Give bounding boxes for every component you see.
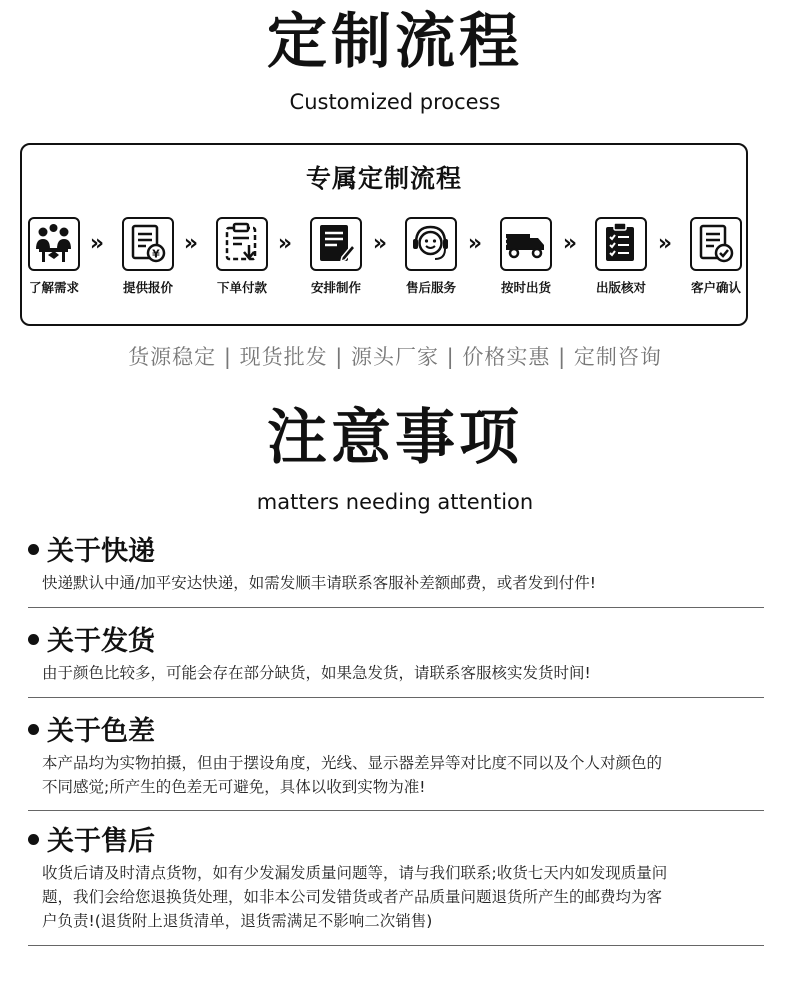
process-step-proof-check (583, 217, 663, 307)
process-arrow-icon: » (277, 231, 293, 256)
headset-support-icon (405, 217, 457, 271)
page-subtitle: Customized process (289, 90, 501, 114)
section-body (42, 751, 772, 799)
section-heading: 关于售后 (28, 825, 155, 859)
process-step-label: 按时出货 (500, 280, 551, 295)
section-body (42, 861, 772, 933)
process-steps (22, 217, 746, 307)
process-arrow-icon: » (183, 231, 199, 256)
process-step-ship-on-time (488, 217, 568, 307)
page-title: 定制流程 (267, 7, 523, 77)
section-divider (28, 810, 764, 811)
section-body (42, 571, 772, 595)
section-text-line: 户负责!(退货附上退货清单，退货需满足不影响二次销售) (42, 912, 433, 930)
process-arrow-icon: » (89, 231, 105, 256)
process-step-understand-needs (16, 217, 96, 307)
section-text-line: 不同感觉;所产生的色差无可避免，具体以收到实物为准! (42, 778, 426, 796)
process-step-label: 提供报价 (122, 280, 173, 295)
section-heading: 关于快递 (28, 535, 155, 569)
process-step-label: 客户确认 (690, 280, 741, 295)
bullet-icon (28, 544, 39, 555)
process-step-after-sales (393, 217, 473, 307)
section-text-line: 收货后请及时清点货物，如有少发漏发质量问题等，请与我们联系;收货七天内如发现质量问 (42, 864, 668, 882)
process-step-label: 了解需求 (28, 280, 79, 295)
process-arrow-icon: » (467, 231, 483, 256)
process-step-order-pay (204, 217, 284, 307)
svg-text:¥: ¥ (152, 247, 160, 261)
section-text-line: 本产品均为实物拍摄，但由于摆设角度，光线、显示器差异等对比度不同以及个人对颜色的 (42, 754, 663, 772)
section-body (42, 661, 772, 685)
section-heading: 关于色差 (28, 715, 155, 749)
order-clipboard-icon (216, 217, 268, 271)
process-step-label: 售后服务 (405, 280, 456, 295)
section-heading: 关于发货 (28, 625, 155, 659)
process-arrow-icon: » (372, 231, 388, 256)
delivery-truck-icon (500, 217, 552, 271)
process-arrow-icon: » (562, 231, 578, 256)
process-step-label: 出版核对 (595, 280, 646, 295)
section-divider (28, 697, 764, 698)
confirm-document-icon (690, 217, 742, 271)
process-step-quote (110, 217, 190, 307)
section-text-line: 由于颜色比较多，可能会存在部分缺货，如果急发货，请联系客服核实发货时间! (42, 664, 591, 682)
checklist-clipboard-icon (595, 217, 647, 271)
process-step-label: 安排制作 (310, 280, 361, 295)
bullet-icon (28, 634, 39, 645)
meeting-icon (28, 217, 80, 271)
section-text-line: 题，我们会给您退换货处理，如非本公司发错货或者产品质量问题退货所产生的邮费均为客 (42, 888, 663, 906)
tagline: 货源稳定 | 现货批发 | 源头厂家 | 价格实惠 | 定制咨询 (128, 345, 662, 369)
process-step-label: 下单付款 (216, 280, 267, 295)
section-text-line: 快递默认中通/加平安达快递，如需发顺丰请联系客服补差额邮费，或者发到付件! (42, 574, 596, 592)
process-step-customer-confirm (678, 217, 758, 307)
bullet-icon (28, 724, 39, 735)
section-divider (28, 945, 764, 946)
bullet-icon (28, 834, 39, 845)
notes-title: 注意事项 (267, 403, 523, 473)
custom-process-panel (20, 143, 748, 326)
process-title: 专属定制流程 (305, 164, 462, 193)
process-step-production (298, 217, 378, 307)
production-document-icon (310, 217, 362, 271)
process-arrow-icon: » (657, 231, 673, 256)
quote-document-icon (122, 217, 174, 271)
section-divider (28, 607, 764, 608)
notes-subtitle: matters needing attention (256, 490, 534, 514)
